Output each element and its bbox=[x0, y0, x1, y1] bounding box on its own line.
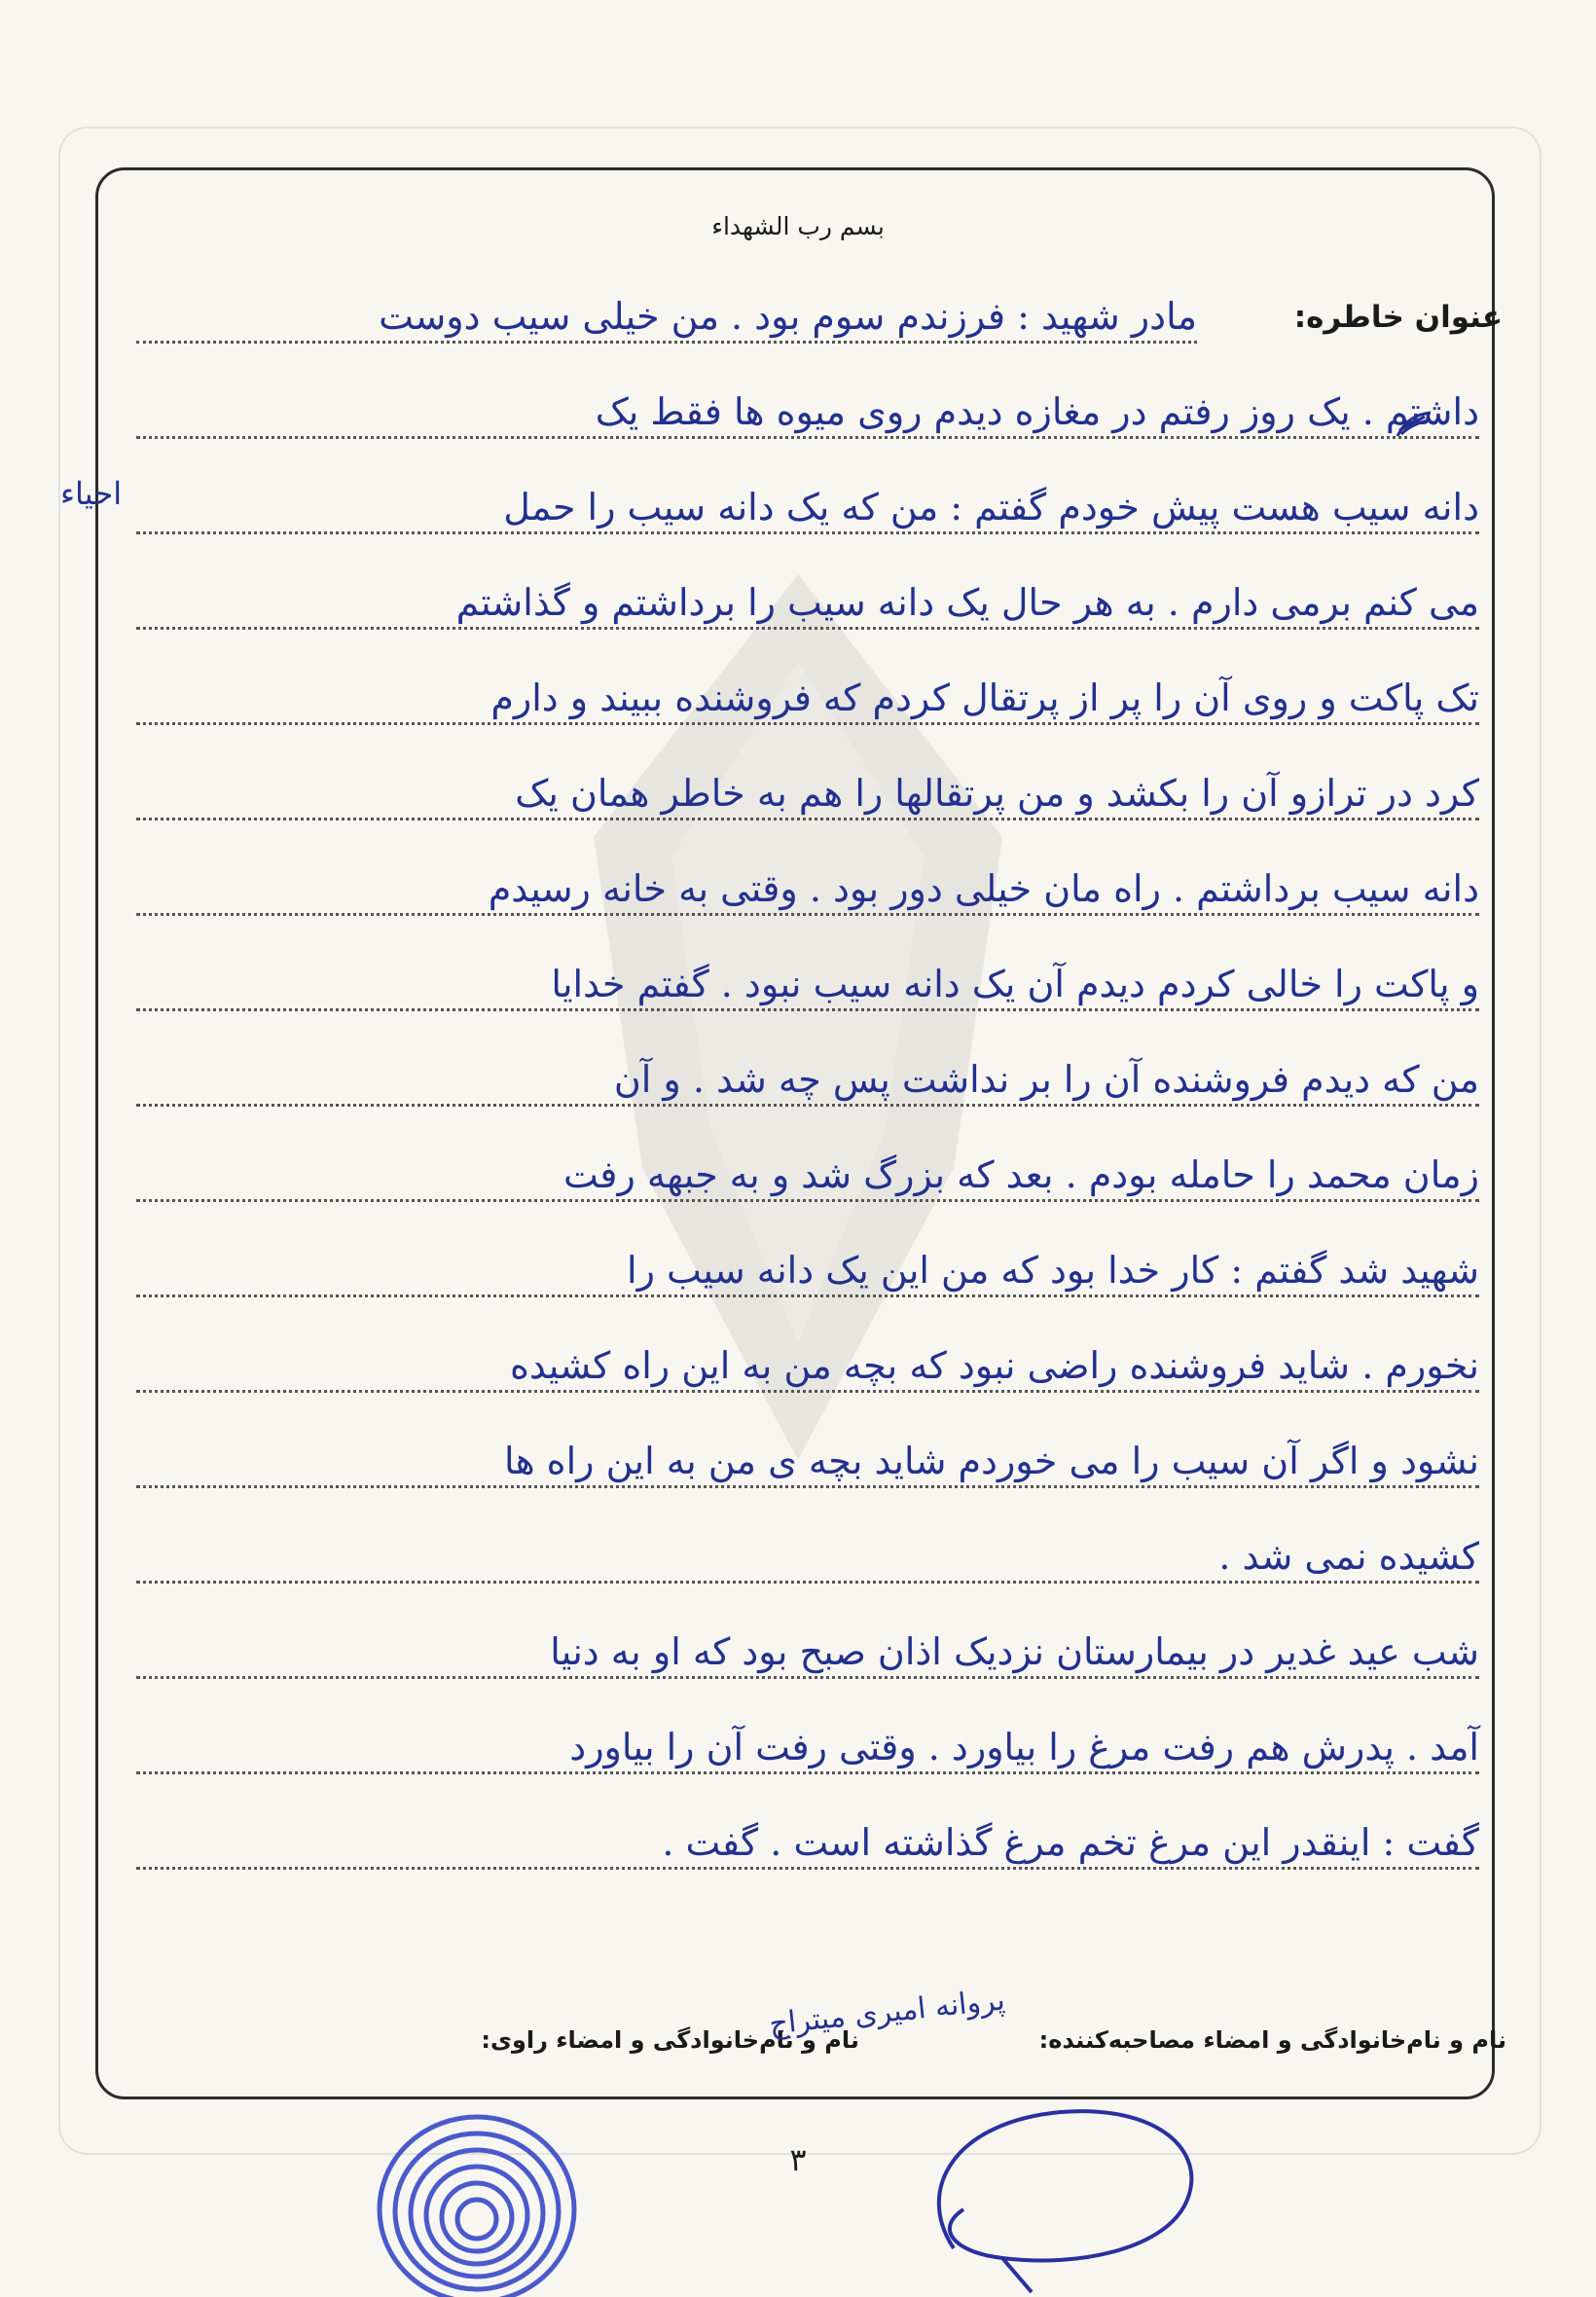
narrator-label: نام و نام‌خانوادگی و امضاء راوی: bbox=[481, 2026, 859, 2054]
body-line-2: داشتم . یک روز رفتم در مغازه دیدم روی میوه ها فقط یک bbox=[136, 387, 1479, 439]
page-heading: بسم رب الشهداء bbox=[711, 212, 885, 240]
body-line-8: و پاکت را خالی کردم دیدم آن یک دانه سیب نبود . گفتم خدایا bbox=[136, 960, 1479, 1011]
margin-note: احیاء bbox=[60, 475, 123, 512]
body-line-17: گفت : اینقدر این مرغ تخم مرغ گذاشته است . گفت . bbox=[136, 1818, 1479, 1870]
body-line-9: من که دیدم فروشنده آن را بر نداشت پس چه شد . و آن bbox=[136, 1055, 1479, 1107]
body-line-15: شب عید غدیر در بیمارستان نزدیک اذان صبح بود که او به دنیا bbox=[136, 1627, 1479, 1679]
form-frame bbox=[95, 167, 1495, 2099]
interviewer-signature: پروانه امیری میتراج bbox=[767, 1983, 1007, 2042]
signature-footer bbox=[481, 2026, 1506, 2054]
body-line-1: مادر شهید : فرزندم سوم بود . من خیلی سیب دوست bbox=[136, 292, 1197, 344]
body-line-5: تک پاکت و روی آن را پر از پرتقال کردم که فروشنده ببیند و دارم bbox=[136, 674, 1479, 725]
body-line-14: کشیده نمی شد . bbox=[136, 1532, 1479, 1584]
body-line-6: کرد در ترازو آن را بکشد و من پرتقالها را هم به خاطر همان یک bbox=[136, 769, 1479, 820]
narrator-signature-icon bbox=[895, 2093, 1226, 2297]
page-number: ۳ bbox=[789, 2141, 807, 2178]
body-line-10: زمان محمد را حامله بودم . بعد که بزرگ شد و به جبهه رفت bbox=[136, 1150, 1479, 1202]
body-line-13: نشود و اگر آن سیب را می خوردم شاید بچه ی من به این راه ها bbox=[136, 1437, 1479, 1488]
body-line-16: آمد . پدرش هم رفت مرغ را بیاورد . وقتی رفت آن را بیاورد bbox=[136, 1723, 1479, 1774]
interviewer-label: نام و نام‌خانوادگی و امضاء مصاحبه‌کننده: bbox=[1038, 2026, 1506, 2054]
body-line-7: دانه سیب برداشتم . راه مان خیلی دور بود . وقتی به خانه رسیدم bbox=[136, 864, 1479, 916]
fingerprint-icon bbox=[360, 2083, 594, 2297]
body-line-12: نخورم . شاید فروشنده راضی نبود که بچه من به این راه کشیده bbox=[136, 1341, 1479, 1393]
memory-title-label: عنوان خاطره: bbox=[1293, 300, 1503, 335]
body-line-3: دانه سیب هست پیش خودم گفتم : من که یک دانه سیب را حمل bbox=[136, 483, 1479, 534]
body-line-11: شهید شد گفتم : کار خدا بود که من این یک دانه سیب را bbox=[136, 1246, 1479, 1297]
body-line-4: می کنم برمی دارم . به هر حال یک دانه سیب را برداشتم و گذاشتم bbox=[136, 578, 1479, 630]
